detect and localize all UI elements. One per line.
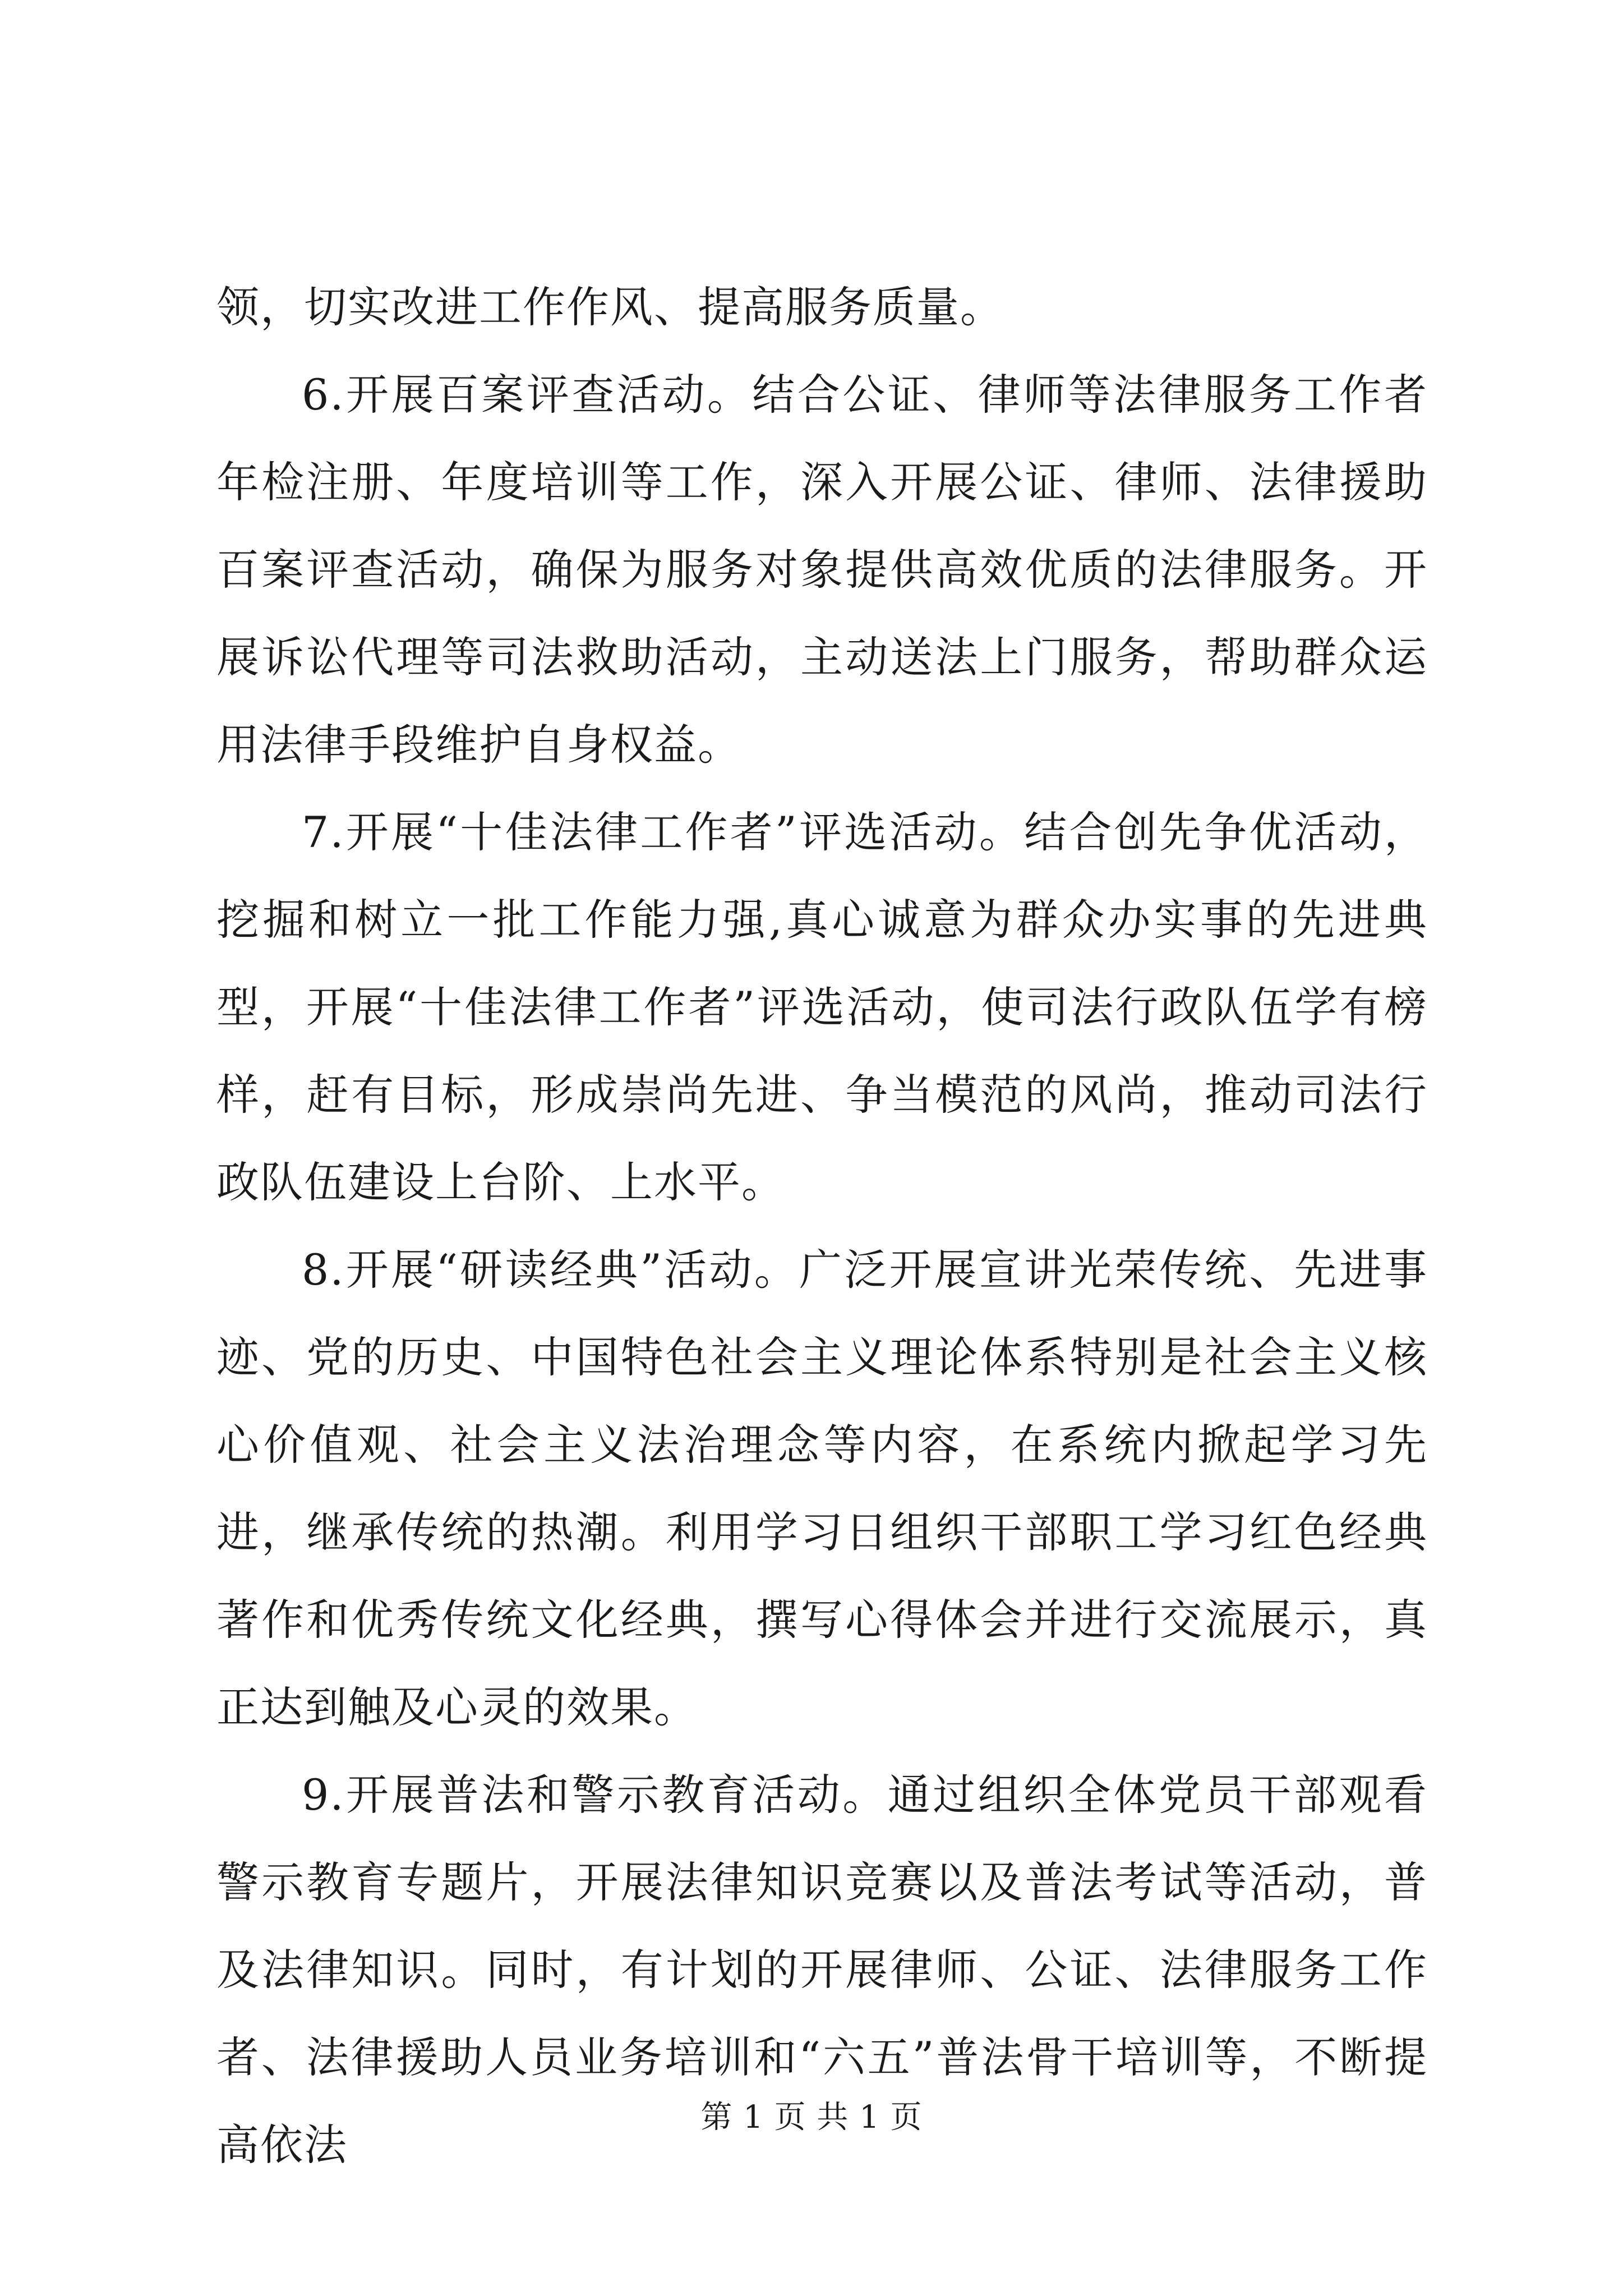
page-footer: 第 1 页 共 1 页 — [700, 2099, 923, 2136]
paragraph-item-9: 9.开展普法和警示教育活动。通过组织全体党员干部观看警示教育专题片，开展法律知识竞赛以及普法考试等活动，普及法律知识。同时，有计划的开展律师、公证、法律服务工作者、法律援助人员业务培训和“六五”普法骨干培训等，不断提高依法 — [216, 1770, 1428, 2170]
paragraph-item-6: 6.开展百案评查活动。结合公证、律师等法律服务工作者年检注册、年度培训等工作，深入开展公证、律师、法律援助百案评查活动，确保为服务对象提供高效优质的法律服务。开展诉讼代理等司法救助活动，主动送法上门服务，帮助群众运用法律手段维护自身权益。 — [216, 370, 1428, 770]
paragraph-item-8: 8.开展“研读经典”活动。广泛开展宣讲光荣传统、先进事迹、党的历史、中国特色社会主义理论体系特别是社会主义核心价值观、社会主义法治理念等内容，在系统内掀起学习先进，继承传统的热潮。利用学习日组织干部职工学习红色经典著作和优秀传统文化经典，撰写心得体会并进行交流展示，真正达到触及心灵的效果。 — [216, 1245, 1428, 1732]
document-body — [216, 264, 1428, 2189]
paragraph-continuation: 领，切实改进工作作风、提高服务质量。 — [216, 282, 1004, 332]
paragraph-item-7: 7.开展“十佳法律工作者”评选活动。结合创先争优活动，挖掘和树立一批工作能力强,真心诚意为群众办实事的先进典型，开展“十佳法律工作者”评选活动，使司法行政队伍学有榜样，赶有目标，形成崇尚先进、争当模范的风尚，推动司法行政队伍建设上台阶、上水平。 — [216, 807, 1428, 1207]
